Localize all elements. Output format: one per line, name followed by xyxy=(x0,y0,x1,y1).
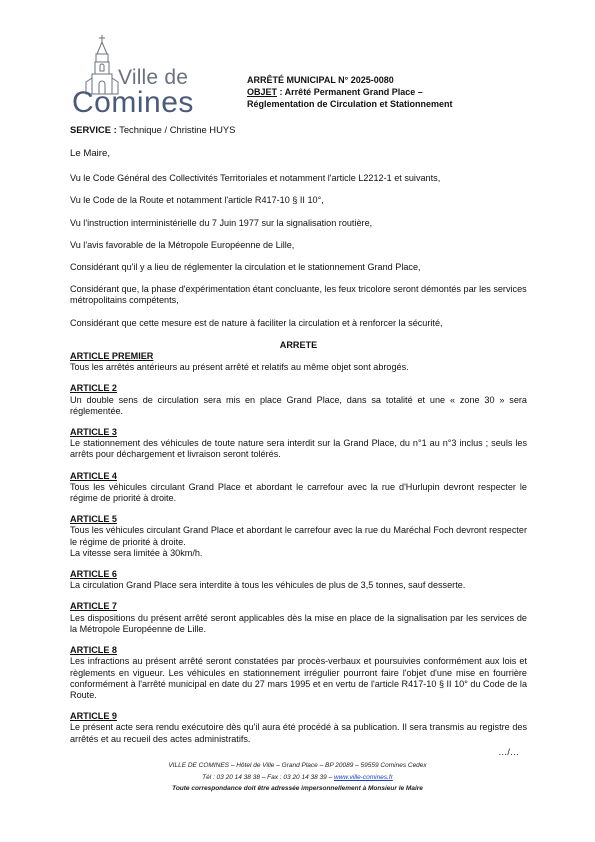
footer-phone-fax: Tél : 03 20 14 38 38 – Fax : 03 20 14 38 39 – xyxy=(202,773,335,781)
page-footer xyxy=(0,760,595,795)
vu-paragraph: Vu l'avis favorable de la Métropole Européenne de Lille, xyxy=(70,239,295,250)
article-title: ARTICLE 2 xyxy=(70,383,117,394)
article-text: Tous les arrêtés antérieurs au présent arrêté et relatifs au même objet sont abrogés. xyxy=(70,362,409,373)
article-title: ARTICLE 7 xyxy=(70,601,117,612)
decree-body xyxy=(70,144,527,758)
article-text-extra: La vitesse sera limitée à 30km/h. xyxy=(70,547,203,558)
le-maire: Le Maire, xyxy=(70,148,110,159)
vu-paragraph: Vu le Code Général des Collectivités Territoriales et notamment l'article L2212-1 et suivants, xyxy=(70,173,441,184)
article-title: ARTICLE 8 xyxy=(70,645,117,656)
vu-paragraph: Vu le Code de la Route et notamment l'article R417-10 § II 10°, xyxy=(70,195,324,206)
decree-objet xyxy=(247,86,547,98)
footer-address: VILLE DE COMINES – Hôtel de Ville – Grand Place – BP 20089 – 59559 Comines Cedex xyxy=(168,762,427,769)
considerant-paragraph: Considérant qu'il y a lieu de réglementer la circulation et le stationnement Grand Place, xyxy=(70,262,421,273)
arrete-heading: ARRETE xyxy=(279,339,318,350)
logo-comines-text: Comines xyxy=(72,86,194,119)
article-title: ARTICLE 5 xyxy=(70,514,117,525)
service-value: Technique / Christine HUYS xyxy=(116,124,236,135)
continuation-mark: …/… xyxy=(498,746,519,757)
objet-line-1: : Arrêté Permanent Grand Place – xyxy=(277,87,423,97)
article-text: Tous les véhicules circulant Grand Place et abordant le carrefour avec la rue d'Hurlupin devront respecter le régime de priorité à droite. xyxy=(70,481,527,504)
logo-ville-text: Ville de xyxy=(118,66,189,89)
objet-line-2: Réglementation de Circulation et Stationnement xyxy=(247,99,453,109)
article-text: Tous les véhicules circulant Grand Place et abordant le carrefour avec la rue du Maréchal Foch devront respecter le régime de priorité à droite. xyxy=(70,525,527,547)
vu-paragraph: Vu l'instruction interministérielle du 7 Juin 1977 sur la signalisation routière, xyxy=(70,217,373,228)
footer-notice: Toute correspondance doit être adressée impersonnellement à Monsieur le Maire xyxy=(172,785,423,792)
considerant-paragraph: Considérant que, la phase d'expérimentation étant concluante, les feux tricolore seront démontés par les services métropolitains compétents, xyxy=(70,284,527,306)
service-label: SERVICE : xyxy=(70,124,117,135)
article-text: Les dispositions du présent arrêté seront applicables dès la mise en place de la signalisation par les services de la Métropole Européenne de Lille. xyxy=(70,612,527,634)
footer-contact xyxy=(0,772,595,784)
article-title: ARTICLE 3 xyxy=(70,427,117,438)
article-title: ARTICLE 4 xyxy=(70,470,117,481)
article-title: ARTICLE PREMIER xyxy=(70,351,154,362)
website-link[interactable]: www.ville-comines.fr xyxy=(334,773,393,781)
article-text: La circulation Grand Place sera interdite à tous les véhicules de plus de 3,5 tonnes, sauf desserte. xyxy=(70,580,466,591)
article-title: ARTICLE 6 xyxy=(70,569,117,580)
considerant-paragraph: Considérant que cette mesure est de nature à faciliter la circulation et à renforcer la sécurité, xyxy=(70,317,443,328)
article-text: Les infractions au présent arrêté seront constatées par procès-verbaux et poursuivies conformément aux lois et règlements en vigueur. Les véhicules en stationnement irrégulier pourront faire l'objet d'une mise en fourrière conformément à l'arrêté municipal en date du 27 mars 1995 et en vertu de l'article R417-10 § II 10° du Code de la Route. xyxy=(70,656,528,700)
service-line xyxy=(70,124,235,135)
article-text: Un double sens de circulation sera mis en place Grand Place, dans sa totalité et une « zone 30 » sera réglementée. xyxy=(70,394,527,416)
decree-title: ARRÊTÉ MUNICIPAL N° 2025-0080 xyxy=(247,75,394,85)
decree-header xyxy=(247,74,547,110)
city-logo xyxy=(72,34,194,119)
article-text: Le présent acte sera rendu exécutoire dès qu'il aura été procédé à sa publication. Il sera transmis au registre des arrêtés et au recueil des actes administratifs. xyxy=(70,722,527,744)
article-title: ARTICLE 9 xyxy=(70,711,117,722)
article-text: Le stationnement des véhicules de toute nature sera interdit sur la Grand Place, du n°1 au n°3 inclus ; seuls les arrêts pour déchargement et livraison seront tolérés. xyxy=(70,438,527,460)
objet-label: OBJET xyxy=(247,87,278,97)
